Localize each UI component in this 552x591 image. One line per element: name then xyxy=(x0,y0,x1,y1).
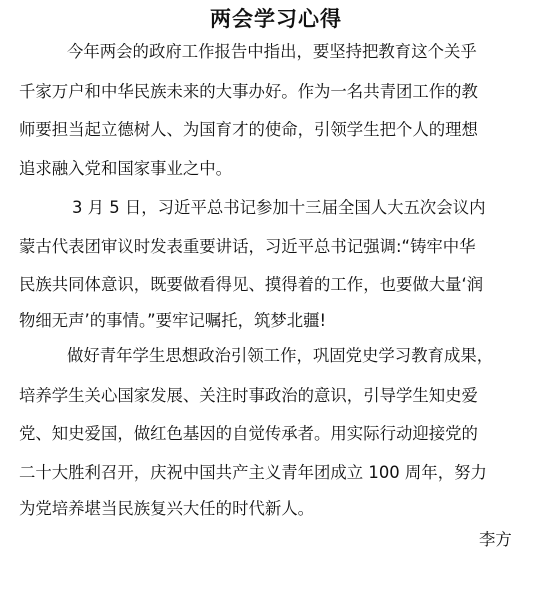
author-signature: 李方 xyxy=(479,530,512,549)
paragraph-line: 党、知史爱国，做红色基因的自觉传承者。用实际行动迎接党的 xyxy=(19,424,478,443)
paragraph-line: 为党培养堪当民族复兴大任的时代新人。 xyxy=(19,499,315,518)
paragraph-line: 3 月 5 日，习近平总书记参加十三届全国人大五次会议内 xyxy=(72,198,486,217)
paragraph-line: 物细无声’的事情。”要牢记嘱托，筑梦北疆! xyxy=(19,311,327,330)
paragraph-line: 追求融入党和国家事业之中。 xyxy=(19,159,233,178)
paragraph-line: 民族共同体意识，既要做看得见、摸得着的工作，也要做大量‘润 xyxy=(19,275,484,294)
paragraph-line: 做好青年学生思想政治引领工作，巩固党史学习教育成果， xyxy=(67,346,494,365)
paragraph-line: 蒙古代表团审议时发表重要讲话，习近平总书记强调:“铸牢中华 xyxy=(19,237,476,256)
document-title: 两会学习心得 xyxy=(210,7,342,31)
paragraph-line: 师要担当起立德树人、为国育才的使命，引领学生把个人的理想 xyxy=(19,120,478,139)
paragraph-line: 培养学生关心国家发展、关注时事政治的意识，引导学生知史爱 xyxy=(19,386,478,405)
paragraph-line: 今年两会的政府工作报告中指出，要坚持把教育这个关乎 xyxy=(67,42,477,61)
paragraph-line: 二十大胜利召开，庆祝中国共产主义青年团成立 100 周年，努力 xyxy=(19,463,487,482)
paragraph-line: 千家万户和中华民族未来的大事办好。作为一名共青团工作的教 xyxy=(19,82,478,101)
